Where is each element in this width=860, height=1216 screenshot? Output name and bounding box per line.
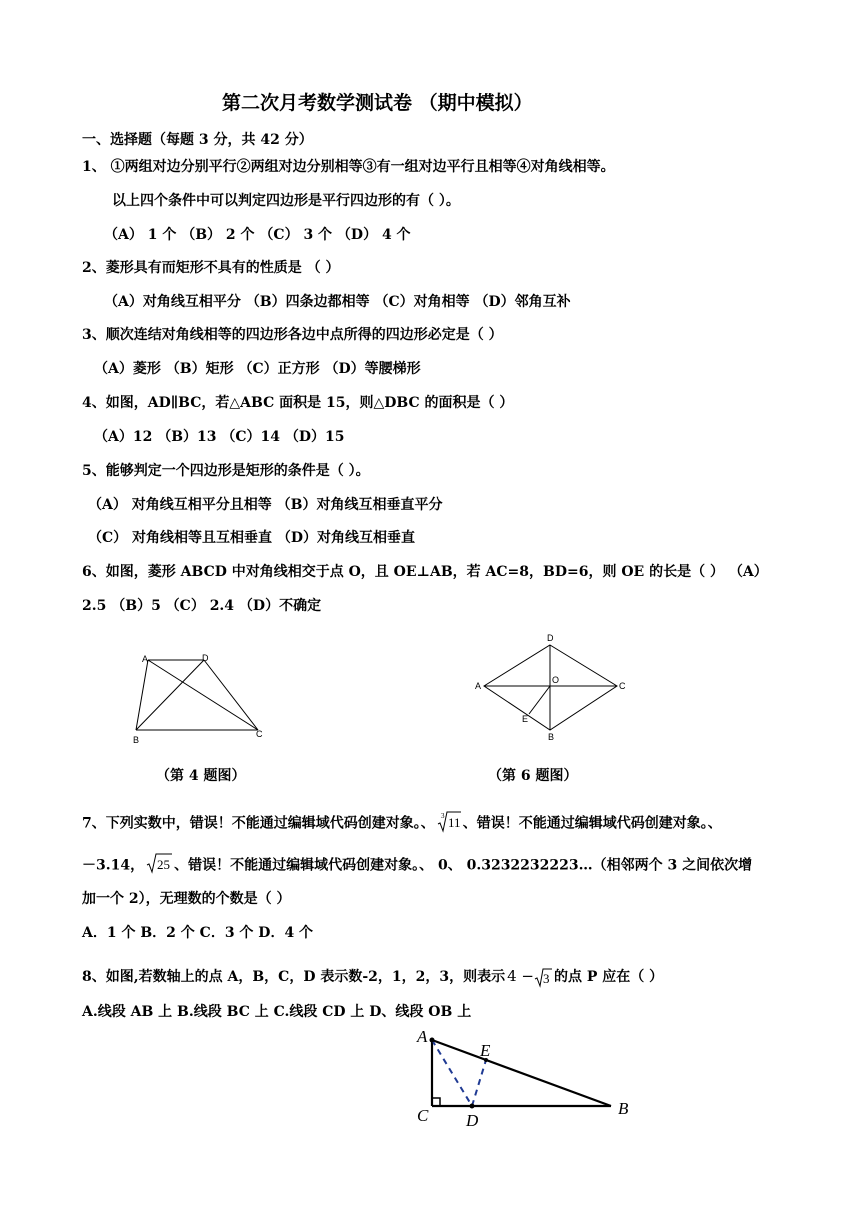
question-7-line-2 bbox=[82, 851, 752, 880]
fig6-label-o: O bbox=[552, 675, 560, 685]
question-3-options: （A）菱形 （B）矩形 （C）正方形 （D）等腰梯形 bbox=[94, 361, 421, 377]
question-5-options-ab: （A） 对角线互相平分且相等 （B）对角线互相垂直平分 bbox=[88, 497, 443, 513]
fig6-label-e: E bbox=[522, 714, 529, 724]
dashed-segment-ad bbox=[432, 1040, 472, 1106]
question-5-stem: 5、能够判定一个四边形是矩形的条件是（ ）。 bbox=[82, 463, 370, 479]
question-7-text-c: －3.14， bbox=[82, 857, 145, 874]
question-4-options: （A）12 （B）13 （C）14 （D）15 bbox=[94, 429, 345, 445]
fig8-label-d: D bbox=[466, 1111, 479, 1130]
fig4-label-c: C bbox=[256, 729, 263, 739]
figure-question-8 bbox=[408, 1026, 640, 1134]
question-7-line-1 bbox=[82, 809, 722, 838]
question-3-stem: 3、顺次连结对角线相等的四边形各边中点所得的四边形必定是（ ） bbox=[82, 327, 503, 343]
figure-question-6 bbox=[472, 630, 632, 742]
point-a bbox=[430, 1038, 435, 1043]
question-7-text-a: 7、下列实数中，错误！不能通过编辑域代码创建对象。、 bbox=[82, 815, 435, 832]
fig6-label-a: A bbox=[475, 681, 482, 691]
figure-6-caption: （第 6 题图） bbox=[488, 768, 578, 784]
question-7-text-d: 、错误！不能通过编辑域代码创建对象。、 0、 0.3232232223…（相邻两个 3 之间依次增 bbox=[174, 857, 753, 874]
fig8-label-c: C bbox=[417, 1106, 429, 1125]
fig8-label-e: E bbox=[480, 1041, 491, 1060]
diagonal-ac bbox=[148, 660, 258, 730]
square-root-sign-2 bbox=[534, 966, 552, 988]
question-5-options-cd: （C） 对角线相等且互相垂直 （D）对角线互相垂直 bbox=[88, 530, 416, 546]
fig8-label-a: A bbox=[417, 1027, 428, 1046]
fig4-label-d: D bbox=[202, 653, 209, 663]
square-root-sign bbox=[146, 851, 172, 875]
question-4-stem: 4、如图，AD∥BC，若△ABC 面积是 15，则△DBC 的面积是（ ） bbox=[82, 395, 514, 411]
page-title: 第二次月考数学测试卷 （期中模拟） bbox=[222, 92, 533, 114]
dashed-segment-de bbox=[472, 1060, 486, 1106]
cube-root-radicand: 11 bbox=[447, 815, 461, 830]
question-8-stem bbox=[82, 966, 663, 988]
segment-ab bbox=[432, 1040, 611, 1106]
figure-question-4 bbox=[128, 650, 278, 750]
svg-text:3: 3 bbox=[440, 812, 445, 820]
right-angle-mark bbox=[432, 1098, 440, 1106]
question-8-text-a: 8、如图,若数轴上的点 A，B，C，D 表示数-2，1，2，3，则表示 bbox=[82, 969, 506, 985]
fig4-label-b: B bbox=[133, 735, 140, 745]
section-heading: 一、选择题（每题 3 分，共 42 分） bbox=[82, 132, 313, 148]
question-8-options: A.线段 AB 上 B.线段 BC 上 C.线段 CD 上 D、线段 OB 上 bbox=[82, 1004, 472, 1020]
question-7-options: A．1 个 B．2 个 C．3 个 D．4 个 bbox=[82, 925, 314, 941]
question-6-line-1: 6、如图，菱形 ABCD 中对角线相交于点 O，且 OE⊥AB，若 AC=8，BD=6，则 OE 的长是（ ） （A） bbox=[82, 564, 768, 580]
fig8-label-b: B bbox=[618, 1099, 629, 1118]
fig6-label-c: C bbox=[619, 681, 626, 691]
figure-4-caption: （第 4 题图） bbox=[156, 768, 246, 784]
expression-radicand: 3 bbox=[543, 971, 550, 986]
sqrt-radicand: 25 bbox=[157, 857, 171, 872]
fig6-label-b: B bbox=[548, 732, 555, 742]
segment-dc bbox=[204, 660, 258, 730]
expression-lead: 4 − bbox=[507, 967, 535, 985]
question-8-text-b: 的点 P 应在（ ） bbox=[554, 969, 664, 985]
question-7-text-b: 、错误！不能通过编辑域代码创建对象。、 bbox=[462, 815, 722, 832]
segment-oe bbox=[529, 686, 550, 714]
question-1-line-1: 1、 ①两组对边分别平行②两组对边分别相等③有一组对边平行且相等④对角线相等。 bbox=[82, 159, 615, 175]
question-7-line-3: 加一个 2），无理数的个数是（ ） bbox=[82, 891, 291, 907]
point-d bbox=[470, 1104, 475, 1109]
cube-root-sign bbox=[437, 809, 461, 833]
question-6-line-2: 2.5 （B）5 （C） 2.4 （D）不确定 bbox=[82, 598, 322, 614]
fig6-label-d: D bbox=[547, 633, 554, 643]
expression-4-minus-sqrt3 bbox=[507, 966, 552, 988]
question-1-options: （A） 1 个 （B） 2 个 （C） 3 个 （D） 4 个 bbox=[104, 227, 411, 243]
sqrt-expression bbox=[146, 851, 172, 880]
question-1-line-2: 以上四个条件中可以判定四边形是平行四边形的有（ ）。 bbox=[112, 193, 460, 209]
fig4-label-a: A bbox=[142, 654, 149, 664]
question-2-options: （A）对角线互相平分 （B）四条边都相等 （C）对角相等 （D）邻角互补 bbox=[104, 294, 571, 310]
cube-root-expression bbox=[437, 809, 461, 838]
question-2-stem: 2、菱形具有而矩形不具有的性质是 （ ） bbox=[82, 260, 340, 276]
